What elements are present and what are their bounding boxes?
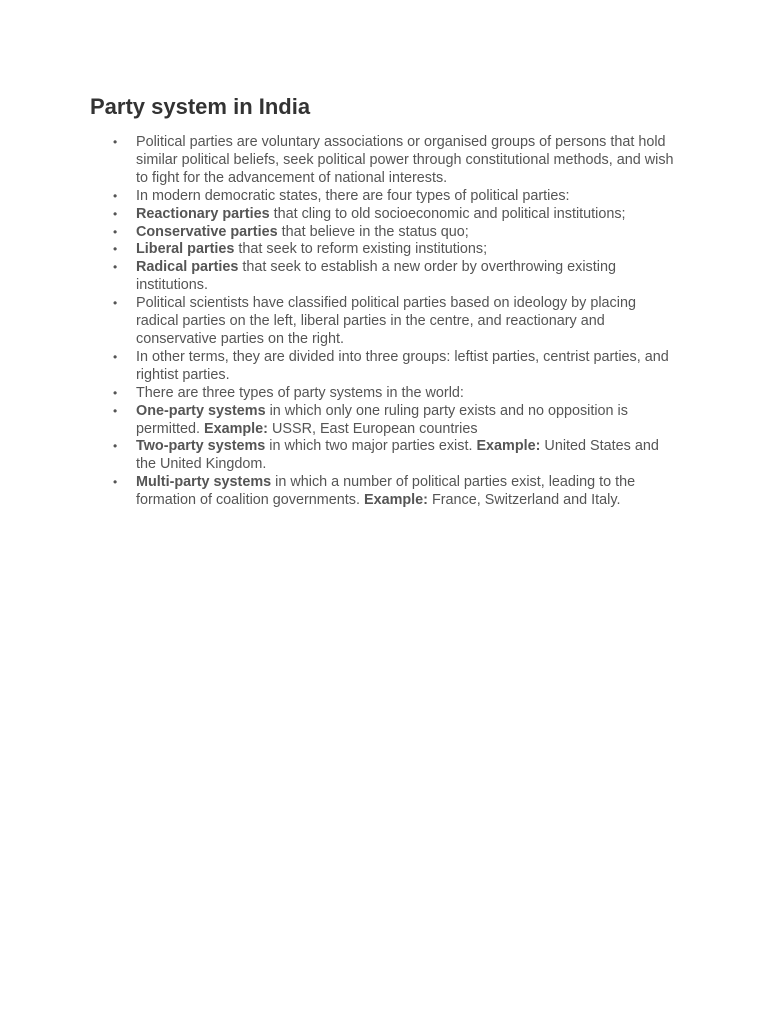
item-text: Political scientists have classified political parties based on ideology by placing radical parties on the left, liberal parties in the centre, and reactionary and conservative parties on the right. <box>136 295 636 347</box>
example-label: Example: <box>476 438 541 455</box>
bullet-list <box>90 134 680 510</box>
item-term: Liberal parties <box>136 241 235 258</box>
list-item <box>136 349 680 385</box>
item-text: in which a number of political parties exist, leading to the formation of coalition governments. <box>136 474 636 509</box>
example-text: USSR, East European countries <box>267 420 478 437</box>
page-title: Party system in India <box>90 94 311 119</box>
item-term: Multi-party systems <box>136 474 272 491</box>
list-item <box>136 206 680 224</box>
list-item <box>136 134 680 188</box>
list-item <box>136 295 680 349</box>
item-term: One-party systems <box>136 402 266 419</box>
example-text: France, Switzerland and Italy. <box>427 492 621 509</box>
item-text: in which only one ruling party exists and no opposition is permitted. <box>136 402 628 437</box>
example-label: Example: <box>203 420 268 437</box>
example-text: United States and the United Kingdom. <box>136 438 659 473</box>
item-text: In other terms, they are divided into three groups: leftist parties, centrist parties, and rightist parties. <box>136 348 669 383</box>
list-item <box>136 241 680 259</box>
item-text: in which two major parties exist. <box>265 438 477 455</box>
list-item <box>136 259 680 295</box>
document-page <box>90 92 680 510</box>
item-term: Two-party systems <box>136 438 266 455</box>
item-text: that believe in the status quo; <box>277 223 469 240</box>
item-text: that seek to establish a new order by overthrowing existing institutions. <box>136 259 616 294</box>
example-label: Example: <box>363 492 428 509</box>
list-item <box>136 474 680 510</box>
list-item <box>136 385 680 403</box>
item-text: that cling to old socioeconomic and political institutions; <box>269 205 626 222</box>
item-text: Political parties are voluntary associations or organised groups of persons that hold similar political beliefs, seek political power through constitutional methods, and wish to fight for the advancement of national interests. <box>136 134 674 186</box>
list-item <box>136 188 680 206</box>
item-term: Reactionary parties <box>136 205 270 222</box>
item-text: In modern democratic states, there are four types of political parties: <box>136 187 570 204</box>
list-item <box>136 403 680 439</box>
item-term: Conservative parties <box>136 223 278 240</box>
item-term: Radical parties <box>136 259 239 276</box>
item-text: that seek to reform existing institutions; <box>234 241 488 258</box>
list-item <box>136 438 680 474</box>
list-item <box>136 224 680 242</box>
item-text: There are three types of party systems in the world: <box>136 384 464 401</box>
